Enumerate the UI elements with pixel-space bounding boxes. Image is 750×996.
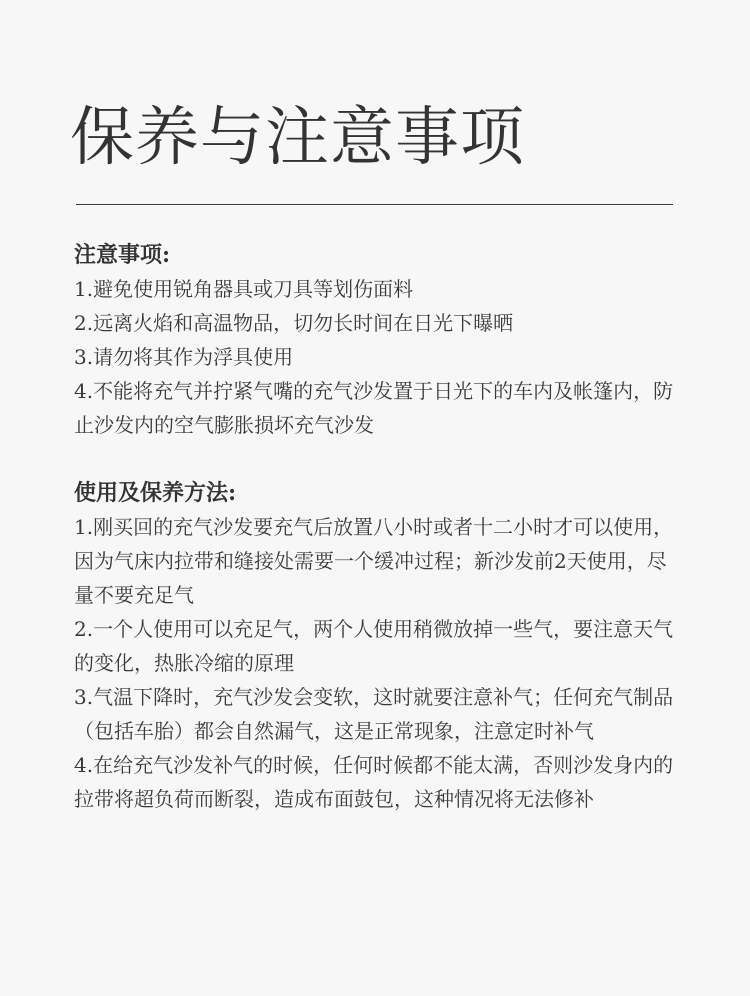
precaution-item: 3.请勿将其作为浮具使用 <box>74 345 294 369</box>
usage-maintenance-section <box>74 476 674 816</box>
precaution-item: 4.不能将充气并拧紧气嘴的充气沙发置于日光下的车内及帐篷内，防止沙发内的空气膨胀损坏充气沙发 <box>74 379 674 437</box>
usage-item: 3.气温下降时，充气沙发会变软，这时就要注意补气；任何充气制品（包括车胎）都会自然漏气，这是正常现象，注意定时补气 <box>74 685 674 743</box>
page-title: 保养与注意事项 <box>70 101 525 175</box>
precautions-heading: 注意事项: <box>74 242 171 268</box>
precautions-list <box>74 272 674 442</box>
usage-item: 4.在给充气沙发补气的时候，任何时候都不能太满，否则沙发身内的拉带将超负荷而断裂，造成布面鼓包，这种情况将无法修补 <box>74 753 674 811</box>
precautions-section <box>74 238 674 442</box>
precaution-item: 2.远离火焰和高温物品，切勿长时间在日光下曝晒 <box>74 311 514 335</box>
usage-item: 1.刚买回的充气沙发要充气后放置八小时或者十二小时才可以使用，因为气床内拉带和缝接处需要一个缓冲过程；新沙发前2天使用，尽量不要充足气 <box>74 515 674 607</box>
usage-item: 2.一个人使用可以充足气，两个人使用稍微放掉一些气，要注意天气的变化，热胀冷缩的原理 <box>74 617 674 675</box>
usage-maintenance-list <box>74 510 674 816</box>
usage-maintenance-heading: 使用及保养方法: <box>74 480 237 506</box>
precaution-item: 1.避免使用锐角器具或刀具等划伤面料 <box>74 277 414 301</box>
title-divider <box>76 204 673 205</box>
